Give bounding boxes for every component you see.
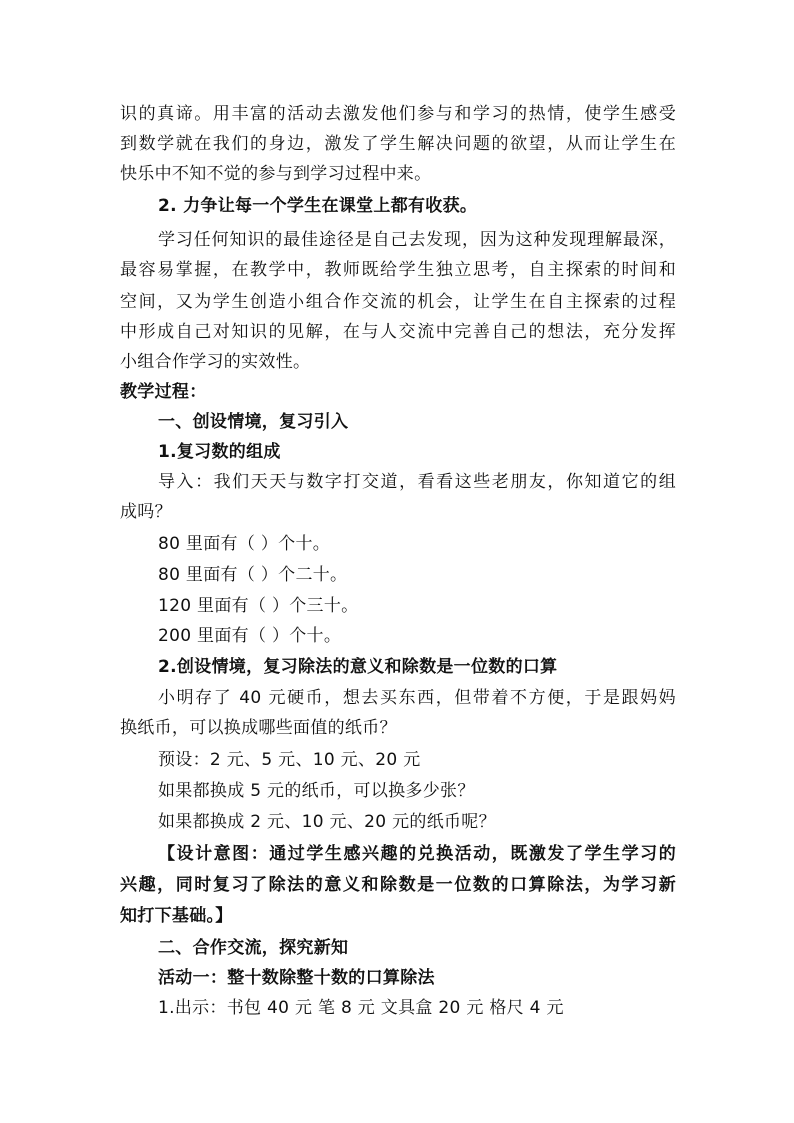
exercise-line: 200 里面有（ ）个十。 bbox=[158, 626, 342, 646]
paragraph-line: 1.出示：书包 40 元 笔 8 元 文具盒 20 元 格尺 4 元 bbox=[158, 998, 564, 1018]
design-intent-line: 知打下基础。】 bbox=[120, 906, 233, 926]
design-intent-line: 【设计意图：通过学生感兴趣的兑换活动，既激发了学生学习的 bbox=[158, 844, 676, 864]
paragraph-line: 识的真谛。用丰富的活动去激发他们参与和学习的热情，使学生感受 bbox=[120, 104, 676, 124]
section-heading: 二、合作交流，探究新知 bbox=[158, 938, 349, 958]
paragraph-line: 快乐中不知不觉的参与到学习过程中来。 bbox=[120, 164, 432, 184]
subsection-heading: 活动一：整十数除整十数的口算除法 bbox=[158, 968, 435, 988]
paragraph-line: 成吗？ bbox=[120, 502, 172, 522]
paragraph-line: 换纸币，可以换成哪些面值的纸币？ bbox=[120, 718, 397, 738]
paragraph-line: 小组合作学习的实效性。 bbox=[120, 352, 311, 372]
paragraph-line: 小明存了 40 元硬币，想去买东西，但带着不方便，于是跟妈妈 bbox=[158, 688, 676, 708]
paragraph-line: 学习任何知识的最佳途径是自己去发现，因为这种发现理解最深， bbox=[158, 230, 676, 250]
paragraph-line: 中形成自己对知识的见解，在与人交流中完善自己的想法，充分发挥 bbox=[120, 322, 676, 342]
exercise-line: 80 里面有（ ）个十。 bbox=[158, 534, 331, 554]
subsection-heading: 2.创设情境，复习除法的意义和除数是一位数的口算 bbox=[158, 657, 558, 677]
exercise-line: 80 里面有（ ）个二十。 bbox=[158, 565, 348, 585]
paragraph-line: 如果都换成 5 元的纸币，可以换多少张？ bbox=[158, 781, 475, 801]
paragraph-line: 最容易掌握，在教学中，教师既给学生独立思考，自主探索的时间和 bbox=[120, 260, 676, 280]
section-heading: 教学过程： bbox=[120, 382, 207, 402]
section-heading: 一、创设情境，复习引入 bbox=[158, 412, 349, 432]
paragraph-line: 空间，又为学生创造小组合作交流的机会，让学生在自主探索的过程 bbox=[120, 292, 676, 312]
exercise-line: 120 里面有（ ）个三十。 bbox=[158, 596, 359, 616]
paragraph-line: 预设：2 元、5 元、10 元、20 元 bbox=[158, 750, 421, 770]
design-intent-line: 兴趣，同时复习了除法的意义和除数是一位数的口算除法，为学习新 bbox=[120, 875, 676, 895]
section-heading: 2. 力争让每一个学生在课堂上都有收获。 bbox=[158, 196, 478, 216]
paragraph-line: 到数学就在我们的身边，激发了学生解决问题的欲望，从而让学生在 bbox=[120, 134, 676, 154]
subsection-heading: 1.复习数的组成 bbox=[158, 442, 281, 462]
paragraph-line: 如果都换成 2 元、10 元、20 元的纸币呢？ bbox=[158, 812, 496, 832]
paragraph-line: 导入：我们天天与数字打交道，看看这些老朋友，你知道它的组 bbox=[158, 472, 676, 492]
